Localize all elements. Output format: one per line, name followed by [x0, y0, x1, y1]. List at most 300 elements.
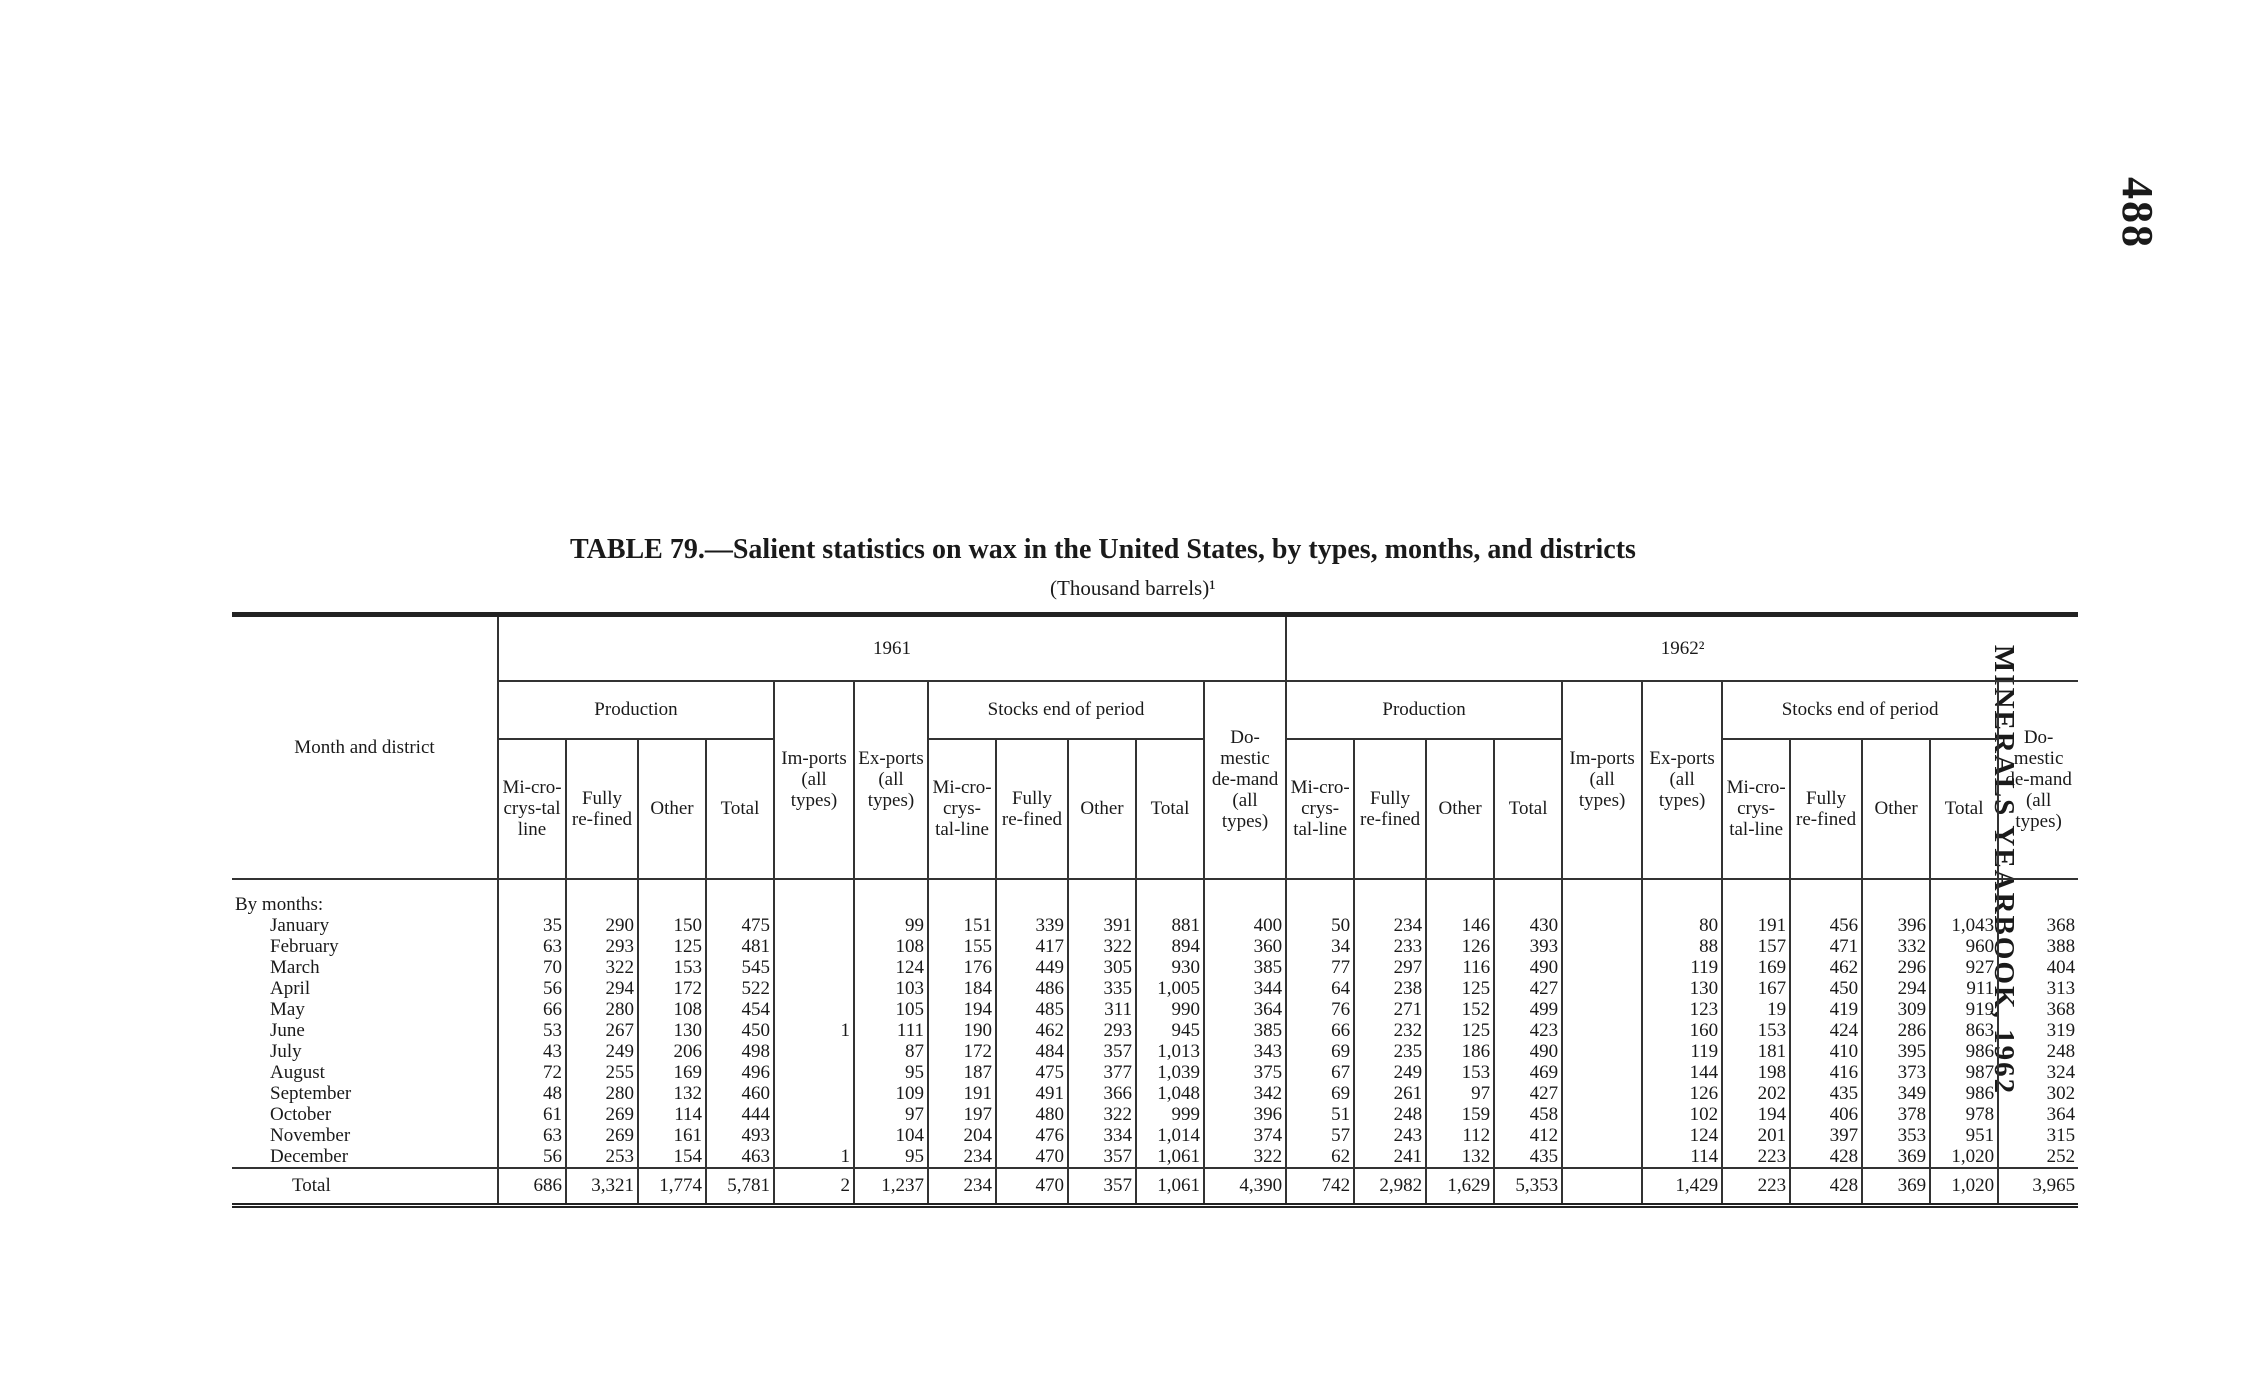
table-cell: 119: [1642, 1041, 1722, 1062]
table-cell: 67: [1286, 1062, 1354, 1083]
table-cell: 126: [1426, 936, 1494, 957]
table-cell: 2,982: [1354, 1168, 1426, 1206]
table-cell: 419: [1790, 999, 1862, 1020]
table-cell: 105: [854, 999, 928, 1020]
stock-fully-refined-1962-header: Fully re-fined: [1790, 739, 1862, 879]
table-cell: [1562, 1146, 1642, 1168]
table-cell: 491: [996, 1083, 1068, 1104]
table-cell: 293: [1068, 1020, 1136, 1041]
table-cell: 34: [1286, 936, 1354, 957]
table-cell: 99: [854, 915, 928, 936]
table-cell: 261: [1354, 1083, 1426, 1104]
table-cell: 1,005: [1136, 978, 1204, 999]
table-cell: 449: [996, 957, 1068, 978]
table-cell: 35: [498, 915, 566, 936]
table-cell: 493: [706, 1125, 774, 1146]
stock-micro-1961-header: Mi-cro-crys-tal-line: [928, 739, 996, 879]
table-cell: 400: [1204, 915, 1286, 936]
table-cell: [774, 978, 854, 999]
table-cell: 63: [498, 936, 566, 957]
table-cell: 153: [1722, 1020, 1790, 1041]
total-1962-header: Total: [1494, 739, 1562, 879]
table-cell: 987: [1930, 1062, 1998, 1083]
table-cell: 114: [638, 1104, 706, 1125]
row-label: October: [270, 1103, 332, 1125]
table-cell: 444: [706, 1104, 774, 1125]
running-head: MINERALS YEARBOOK, 1962: [1988, 644, 2020, 1096]
table-cell: 406: [1790, 1104, 1862, 1125]
table-cell: 353: [1862, 1125, 1930, 1146]
table-cell: 176: [928, 957, 996, 978]
table-cell: 302: [1998, 1083, 2078, 1104]
table-cell: 342: [1204, 1083, 1286, 1104]
table-cell: 1: [774, 1146, 854, 1168]
row-label: December: [270, 1145, 349, 1167]
table-cell: 232: [1354, 1020, 1426, 1041]
table-cell: 498: [706, 1041, 774, 1062]
table-cell: 396: [1204, 1104, 1286, 1125]
table-cell: 309: [1862, 999, 1930, 1020]
table-cell: 191: [1722, 915, 1790, 936]
row-label: July: [270, 1040, 302, 1062]
table-cell: 124: [854, 957, 928, 978]
total-row: [232, 1168, 2078, 1206]
table-cell: 125: [1426, 978, 1494, 999]
table-cell: 490: [1494, 957, 1562, 978]
other-1962-header: Other: [1426, 739, 1494, 879]
table-row: [232, 999, 2078, 1020]
table-cell: 269: [566, 1125, 638, 1146]
table-cell: 88: [1642, 936, 1722, 957]
table-cell: 396: [1862, 915, 1930, 936]
stocks-1962-header: Stocks end of period: [1722, 681, 1998, 739]
table-cell: 324: [1998, 1062, 2078, 1083]
table-cell: 293: [566, 936, 638, 957]
table-cell: 385: [1204, 1020, 1286, 1041]
table-cell: 1,039: [1136, 1062, 1204, 1083]
table-cell: 191: [928, 1083, 996, 1104]
table-subtitle: (Thousand barrels)¹: [1050, 576, 1216, 600]
table-cell: 456: [1790, 915, 1862, 936]
table-cell: [1562, 915, 1642, 936]
table-cell: 152: [1426, 999, 1494, 1020]
table-cell: 364: [1998, 1104, 2078, 1125]
table-cell: 223: [1722, 1168, 1790, 1206]
table-cell: 311: [1068, 999, 1136, 1020]
table-cell: 130: [1642, 978, 1722, 999]
table-cell: 104: [854, 1125, 928, 1146]
table-cell: 116: [1426, 957, 1494, 978]
table-cell: [774, 1104, 854, 1125]
table-cell: 97: [854, 1104, 928, 1125]
table-cell: 416: [1790, 1062, 1862, 1083]
table-cell: 5,781: [706, 1168, 774, 1206]
table-cell: 248: [1998, 1041, 2078, 1062]
stock-micro-1962-header: Mi-cro-crys-tal-line: [1722, 739, 1790, 879]
table-cell: 986: [1930, 1083, 1998, 1104]
table-cell: 154: [638, 1146, 706, 1168]
table-cell: 146: [1426, 915, 1494, 936]
table-cell: 80: [1642, 915, 1722, 936]
table-cell: 126: [1642, 1083, 1722, 1104]
table-cell: 190: [928, 1020, 996, 1041]
table-cell: 155: [928, 936, 996, 957]
table-cell: 945: [1136, 1020, 1204, 1041]
table-row: [232, 1083, 2078, 1104]
stock-other-1961-header: Other: [1068, 739, 1136, 879]
table-cell: 102: [1642, 1104, 1722, 1125]
table-cell: 322: [1204, 1146, 1286, 1168]
table-cell: 130: [638, 1020, 706, 1041]
table-cell: 294: [566, 978, 638, 999]
table-row: [232, 1062, 2078, 1083]
table-cell: 484: [996, 1041, 1068, 1062]
table-cell: 1,629: [1426, 1168, 1494, 1206]
table-cell: 3,321: [566, 1168, 638, 1206]
table-cell: 463: [706, 1146, 774, 1168]
row-label: August: [270, 1061, 325, 1083]
table-cell: 1,048: [1136, 1083, 1204, 1104]
table-row: [232, 978, 2078, 999]
row-label: February: [270, 935, 339, 957]
domestic-1961-header: Do-mestic de-mand (all types): [1204, 681, 1286, 879]
table-cell: 462: [1790, 957, 1862, 978]
table-cell: 70: [498, 957, 566, 978]
table-cell: 286: [1862, 1020, 1930, 1041]
table-cell: 462: [996, 1020, 1068, 1041]
table-cell: 374: [1204, 1125, 1286, 1146]
table-cell: 404: [1998, 957, 2078, 978]
table-cell: 64: [1286, 978, 1354, 999]
table-row: [232, 915, 2078, 936]
table-cell: [1562, 1104, 1642, 1125]
table-cell: 19: [1722, 999, 1790, 1020]
table-cell: [774, 1083, 854, 1104]
table-cell: 373: [1862, 1062, 1930, 1083]
table-cell: 430: [1494, 915, 1562, 936]
table-cell: 63: [498, 1125, 566, 1146]
table-cell: 339: [996, 915, 1068, 936]
table-cell: 184: [928, 978, 996, 999]
table-cell: 112: [1426, 1125, 1494, 1146]
table-cell: 123: [1642, 999, 1722, 1020]
table-cell: 50: [1286, 915, 1354, 936]
table-cell: 919: [1930, 999, 1998, 1020]
table-cell: 894: [1136, 936, 1204, 957]
imports-1962-header: Im-ports (all types): [1562, 681, 1642, 879]
table-cell: 252: [1998, 1146, 2078, 1168]
table-cell: 43: [498, 1041, 566, 1062]
table-cell: 397: [1790, 1125, 1862, 1146]
table-row: [232, 1020, 2078, 1041]
table-cell: 349: [1862, 1083, 1930, 1104]
table-cell: 57: [1286, 1125, 1354, 1146]
table-cell: 51: [1286, 1104, 1354, 1125]
table-row: [232, 1104, 2078, 1125]
table-title: TABLE 79.—Salient statistics on wax in the United States, by types, months, and districts: [570, 534, 1636, 565]
production-1962-header: Production: [1286, 681, 1562, 739]
table-cell: 114: [1642, 1146, 1722, 1168]
table-cell: 255: [566, 1062, 638, 1083]
table-cell: 322: [1068, 936, 1136, 957]
table-cell: 294: [1862, 978, 1930, 999]
table-cell: 66: [498, 999, 566, 1020]
table-cell: 243: [1354, 1125, 1426, 1146]
table-cell: 97: [1426, 1083, 1494, 1104]
table-cell: [1562, 957, 1642, 978]
table-cell: 206: [638, 1041, 706, 1062]
table-cell: 319: [1998, 1020, 2078, 1041]
table-cell: 108: [854, 936, 928, 957]
stub-header: Month and district: [232, 615, 498, 879]
table-cell: 990: [1136, 999, 1204, 1020]
table-cell: 471: [1790, 936, 1862, 957]
table-cell: 322: [566, 957, 638, 978]
table-cell: 248: [1354, 1104, 1426, 1125]
table-cell: 435: [1790, 1083, 1862, 1104]
section-label: By months:: [235, 893, 324, 915]
total-1961-header: Total: [706, 739, 774, 879]
table-cell: 369: [1862, 1146, 1930, 1168]
table-cell: 357: [1068, 1041, 1136, 1062]
table-cell: 999: [1136, 1104, 1204, 1125]
table-cell: [774, 915, 854, 936]
table-cell: 951: [1930, 1125, 1998, 1146]
table-cell: 470: [996, 1146, 1068, 1168]
table-cell: 486: [996, 978, 1068, 999]
table-cell: 360: [1204, 936, 1286, 957]
table-cell: 253: [566, 1146, 638, 1168]
table-cell: 238: [1354, 978, 1426, 999]
row-label: September: [270, 1082, 352, 1104]
stocks-1961-header: Stocks end of period: [928, 681, 1204, 739]
micro-1962-header: Mi-cro-crys-tal-line: [1286, 739, 1354, 879]
table-cell: 742: [1286, 1168, 1354, 1206]
table-cell: 234: [928, 1146, 996, 1168]
table-cell: 522: [706, 978, 774, 999]
row-label: June: [270, 1019, 305, 1041]
table-cell: 202: [1722, 1083, 1790, 1104]
table-cell: 368: [1998, 999, 2078, 1020]
table-cell: 423: [1494, 1020, 1562, 1041]
exports-1962-header: Ex-ports (all types): [1642, 681, 1722, 879]
table-cell: [774, 1125, 854, 1146]
fully-refined-1962-header: Fully re-fined: [1354, 739, 1426, 879]
table-cell: 95: [854, 1062, 928, 1083]
table-cell: 77: [1286, 957, 1354, 978]
table-cell: 201: [1722, 1125, 1790, 1146]
table-cell: [1562, 1125, 1642, 1146]
table-cell: 234: [1354, 915, 1426, 936]
table-cell: [1562, 999, 1642, 1020]
table-cell: 412: [1494, 1125, 1562, 1146]
table-cell: 181: [1722, 1041, 1790, 1062]
table-cell: 66: [1286, 1020, 1354, 1041]
table-cell: 410: [1790, 1041, 1862, 1062]
table-cell: 369: [1862, 1168, 1930, 1206]
table-cell: 95: [854, 1146, 928, 1168]
table-cell: 450: [1790, 978, 1862, 999]
table-cell: 150: [638, 915, 706, 936]
exports-1961-header: Ex-ports (all types): [854, 681, 928, 879]
table-cell: [1562, 1020, 1642, 1041]
table-cell: 76: [1286, 999, 1354, 1020]
imports-1961-header: Im-ports (all types): [774, 681, 854, 879]
table-cell: 4,390: [1204, 1168, 1286, 1206]
table-cell: 194: [1722, 1104, 1790, 1125]
table-cell: 125: [638, 936, 706, 957]
table-row: [232, 936, 2078, 957]
table-cell: 481: [706, 936, 774, 957]
table-row: [232, 1041, 2078, 1062]
table-row: [232, 1125, 2078, 1146]
other-1961-header: Other: [638, 739, 706, 879]
table-cell: 343: [1204, 1041, 1286, 1062]
table-cell: 172: [928, 1041, 996, 1062]
table-cell: 48: [498, 1083, 566, 1104]
year-1961-header: 1961: [498, 615, 1286, 681]
table-cell: 364: [1204, 999, 1286, 1020]
table-cell: 378: [1862, 1104, 1930, 1125]
table-cell: 1,013: [1136, 1041, 1204, 1062]
table-cell: 249: [566, 1041, 638, 1062]
table-cell: 496: [706, 1062, 774, 1083]
table-cell: 186: [1426, 1041, 1494, 1062]
table-row: [232, 1146, 2078, 1168]
row-label: November: [270, 1124, 351, 1146]
table-cell: 2: [774, 1168, 854, 1206]
table-cell: 545: [706, 957, 774, 978]
table-cell: 305: [1068, 957, 1136, 978]
table-cell: 978: [1930, 1104, 1998, 1125]
table-cell: 56: [498, 978, 566, 999]
table-cell: [1562, 1168, 1642, 1206]
table-cell: 435: [1494, 1146, 1562, 1168]
table-cell: 125: [1426, 1020, 1494, 1041]
table-cell: 930: [1136, 957, 1204, 978]
micro-1961-header: Mi-cro-crys-tal line: [498, 739, 566, 879]
table-cell: 417: [996, 936, 1068, 957]
table-cell: 160: [1642, 1020, 1722, 1041]
table-cell: 357: [1068, 1168, 1136, 1206]
table-cell: 161: [638, 1125, 706, 1146]
table-cell: 1,061: [1136, 1168, 1204, 1206]
table-cell: 3,965: [1998, 1168, 2078, 1206]
table-cell: 296: [1862, 957, 1930, 978]
table-cell: 87: [854, 1041, 928, 1062]
table-cell: 172: [638, 978, 706, 999]
table-cell: 911: [1930, 978, 1998, 999]
table-cell: 187: [928, 1062, 996, 1083]
table-cell: 280: [566, 999, 638, 1020]
stock-fully-refined-1961-header: Fully re-fined: [996, 739, 1068, 879]
table-cell: 1,429: [1642, 1168, 1722, 1206]
table-cell: 313: [1998, 978, 2078, 999]
table-cell: 499: [1494, 999, 1562, 1020]
table-cell: 428: [1790, 1168, 1862, 1206]
table-cell: 233: [1354, 936, 1426, 957]
table-cell: 267: [566, 1020, 638, 1041]
production-1961-header: Production: [498, 681, 774, 739]
table-row: [232, 957, 2078, 978]
table-cell: 144: [1642, 1062, 1722, 1083]
table-cell: 61: [498, 1104, 566, 1125]
table-cell: 475: [996, 1062, 1068, 1083]
table-cell: 169: [638, 1062, 706, 1083]
table-cell: 469: [1494, 1062, 1562, 1083]
table-cell: 460: [706, 1083, 774, 1104]
table-cell: 385: [1204, 957, 1286, 978]
table-cell: 470: [996, 1168, 1068, 1206]
table-cell: 223: [1722, 1146, 1790, 1168]
table-cell: 1,061: [1136, 1146, 1204, 1168]
table-cell: 234: [928, 1168, 996, 1206]
table-cell: 960: [1930, 936, 1998, 957]
table-cell: 395: [1862, 1041, 1930, 1062]
stock-total-1962-header: Total: [1930, 739, 1998, 879]
table-cell: 357: [1068, 1146, 1136, 1168]
table-cell: 881: [1136, 915, 1204, 936]
statistics-table: [232, 612, 2076, 1208]
table-cell: 427: [1494, 1083, 1562, 1104]
table-cell: 344: [1204, 978, 1286, 999]
table-cell: 280: [566, 1083, 638, 1104]
table-cell: 322: [1068, 1104, 1136, 1125]
table-cell: [774, 1062, 854, 1083]
table-cell: 480: [996, 1104, 1068, 1125]
table-cell: 1,237: [854, 1168, 928, 1206]
table-cell: 235: [1354, 1041, 1426, 1062]
table-cell: 427: [1494, 978, 1562, 999]
table-cell: 111: [854, 1020, 928, 1041]
table-cell: 475: [706, 915, 774, 936]
table-cell: 315: [1998, 1125, 2078, 1146]
stock-total-1961-header: Total: [1136, 739, 1204, 879]
table-cell: 1: [774, 1020, 854, 1041]
table-cell: 69: [1286, 1083, 1354, 1104]
table-cell: 56: [498, 1146, 566, 1168]
table-cell: [1562, 978, 1642, 999]
table-cell: 450: [706, 1020, 774, 1041]
table-cell: [774, 1041, 854, 1062]
table-cell: 167: [1722, 978, 1790, 999]
table-cell: 490: [1494, 1041, 1562, 1062]
table-cell: 53: [498, 1020, 566, 1041]
table-cell: 368: [1998, 915, 2078, 936]
table-cell: 249: [1354, 1062, 1426, 1083]
table-cell: [774, 957, 854, 978]
table-cell: 686: [498, 1168, 566, 1206]
table-cell: 476: [996, 1125, 1068, 1146]
table-cell: 334: [1068, 1125, 1136, 1146]
domestic-1962-header: Do-mestic de-mand (all types): [1998, 681, 2078, 879]
table-cell: 5,353: [1494, 1168, 1562, 1206]
table-cell: 194: [928, 999, 996, 1020]
table-cell: 458: [1494, 1104, 1562, 1125]
table-cell: 332: [1862, 936, 1930, 957]
row-label: January: [270, 914, 330, 936]
table-cell: 62: [1286, 1146, 1354, 1168]
table-cell: 485: [996, 999, 1068, 1020]
table-cell: 169: [1722, 957, 1790, 978]
table-cell: 69: [1286, 1041, 1354, 1062]
table-cell: 108: [638, 999, 706, 1020]
fully-refined-1961-header: Fully re-fined: [566, 739, 638, 879]
page-number: 488: [2113, 177, 2162, 249]
table-cell: 1,774: [638, 1168, 706, 1206]
table-cell: [1562, 1041, 1642, 1062]
row-label: March: [270, 956, 320, 978]
